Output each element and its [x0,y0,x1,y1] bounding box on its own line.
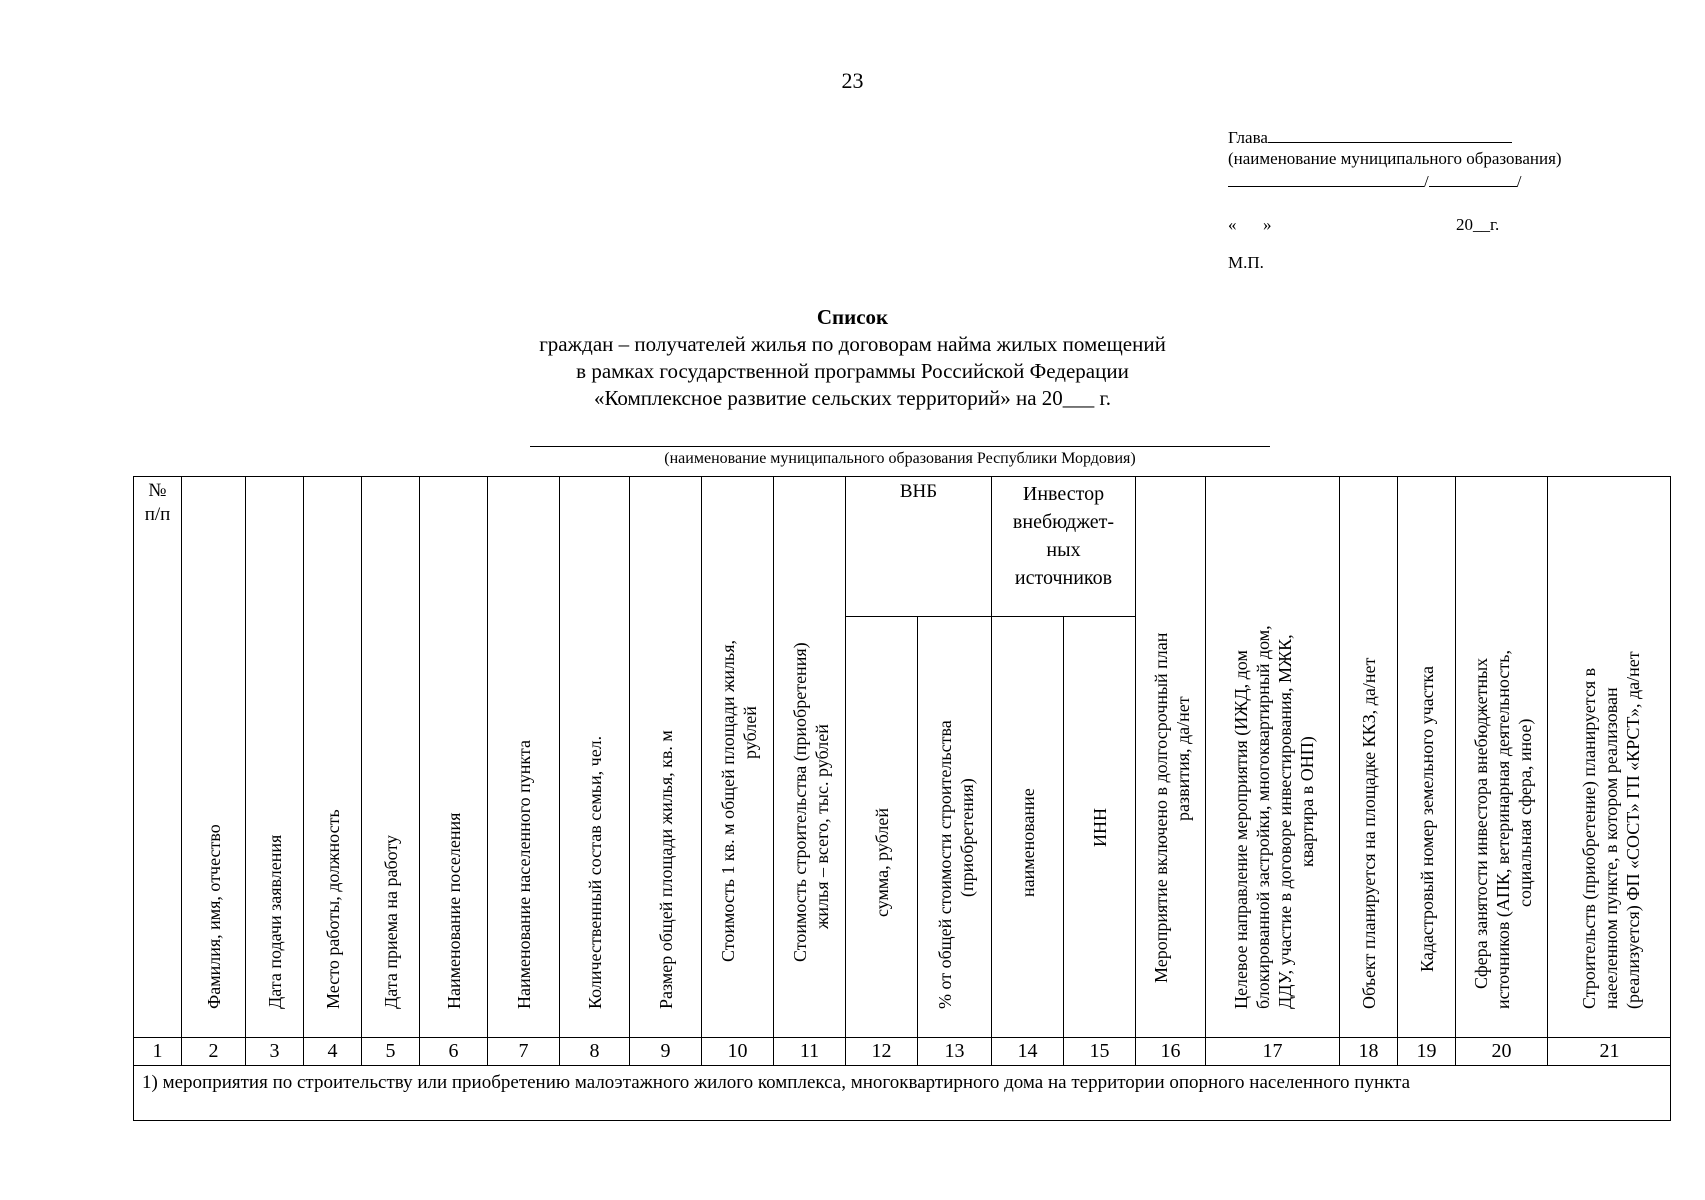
column-number-cell [1339,1037,1397,1065]
document-title-block [0,304,1705,412]
column-number-cell [1397,1037,1455,1065]
head-line [1228,126,1648,148]
column-number: 8 [589,1040,600,1062]
column-number-cell [245,1037,303,1065]
column-number-cell [991,1037,1063,1065]
header-col-20-label-c: социальная сфера, иное) [1514,718,1535,907]
column-number: 1 [152,1040,163,1062]
header-col-12-label: сумма, рублей [871,807,892,917]
column-number: 9 [660,1040,671,1062]
column-number: 15 [1089,1040,1110,1062]
document-title: Список [816,305,889,329]
header-col-8 [559,476,629,1037]
column-number: 4 [327,1040,338,1062]
header-col-7 [487,476,559,1037]
header-col-9-label: Размер общей площади жилья, кв. м [655,730,676,1009]
header-col-11 [773,476,845,1037]
column-number-cell [1455,1037,1547,1065]
signature-slash-2: / [1516,172,1522,191]
header-col-7-label: Наименование населенного пункта [513,740,534,1009]
header-vnb-label: ВНБ [899,481,938,502]
header-vnb-group [845,476,991,616]
header-col-5-label: Дата приема на работу [380,834,401,1009]
header-col-11-label-b: жилья – всего, тыс. рублей [811,724,832,929]
header-col-20-label-b: источников (АПК, ветеринарная деятельность, [1492,650,1513,1009]
citizens-table [133,476,1671,1121]
column-number: 19 [1416,1040,1437,1062]
header-col-20-label-a: Сфера занятости инвестора внебюджетных [1470,657,1491,989]
header-col-11-label-a: Стоимость строительства (приобретения) [789,642,810,962]
header-col-21-label-b: наееленном пункте, в котором реализован [1600,687,1621,1009]
column-number: 13 [944,1040,965,1062]
header-col-4 [303,476,361,1037]
header-col-13-label-a: % от общей стоимости строительства [934,720,955,1009]
column-number-cell [181,1037,245,1065]
column-number-cell [701,1037,773,1065]
column-number-cell [361,1037,419,1065]
header-col-15-label: ИНН [1089,808,1110,847]
header-col-19 [1397,476,1455,1037]
header-col-17-label-b: блокированной застройки, многоквартирный дом, [1252,625,1273,1009]
header-col-9 [629,476,701,1037]
header-col-17-label-d: квартира в ОНП) [1296,736,1317,867]
column-number: 2 [208,1040,219,1062]
header-col-17-label-c: ДДУ, участие в договоре инвестирования, МЖК, [1274,634,1295,1009]
head-label: Глава [1228,128,1268,147]
column-number: 7 [518,1040,529,1062]
title-line-3: «Комплексное развитие сельских территорий» на 20___ г. [593,386,1112,410]
signature-line [1228,170,1648,192]
signature-slash-1: / [1424,172,1429,191]
header-col-10-label-a: Стоимость 1 кв. м общей площади жилья, [717,639,738,962]
header-col-17 [1205,476,1339,1037]
column-number-cell [419,1037,487,1065]
header-col-19-label: Кадастровый номер земельного участка [1416,666,1437,972]
quote-close: » [1263,215,1272,234]
column-number-cell [917,1037,991,1065]
column-number-cell [559,1037,629,1065]
header-col-21 [1547,476,1671,1037]
header-col-1-label: № п/п [144,480,171,525]
column-number: 21 [1599,1040,1620,1062]
head-name-blank [1268,126,1512,143]
header-col-1 [133,476,181,1037]
header-col-14 [991,616,1063,1037]
header-col-3-label: Дата подачи заявления [264,834,285,1009]
approval-block [1228,126,1648,274]
page-number: 23 [841,68,864,93]
column-number-cell [1063,1037,1135,1065]
column-number: 17 [1262,1040,1283,1062]
column-number: 3 [269,1040,280,1062]
column-number-cell [487,1037,559,1065]
header-col-3 [245,476,303,1037]
section-row-text: 1) мероприятия по строительству или приобретению малоэтажного жилого комплекса, многоквартирного дома на территории опорного населенного пункта [142,1072,1411,1093]
column-number: 16 [1160,1040,1181,1062]
header-col-20 [1455,476,1547,1037]
header-col-15 [1063,616,1135,1037]
column-number: 5 [385,1040,396,1062]
header-col-10 [701,476,773,1037]
header-col-8-label: Количественный состав семьи, чел. [584,735,605,1009]
column-number-cell [773,1037,845,1065]
column-number-cell [629,1037,701,1065]
header-col-2-label: Фамилия, имя, отчество [203,824,224,1009]
column-number: 18 [1358,1040,1379,1062]
column-number: 14 [1017,1040,1038,1062]
column-number: 6 [448,1040,459,1062]
column-number-cell [1547,1037,1671,1065]
signature-blank [1228,170,1424,187]
year-field: 20__г. [1456,215,1500,234]
header-col-17-label-a: Целевое направление мероприятия (ИЖД, дом [1230,650,1251,1009]
column-number: 20 [1491,1040,1512,1062]
header-col-12 [845,616,917,1037]
header-col-16 [1135,476,1205,1037]
header-col-21-label-c: (реализуется) ФП «СОСТ» ГП «КРСТ», да/нет [1622,651,1643,1009]
column-number: 12 [871,1040,892,1062]
name-blank [1429,170,1517,187]
date-line [1228,214,1648,236]
municipality-caption: (наименование муниципального образования Республики Мордовия) [664,450,1136,467]
header-col-18 [1339,476,1397,1037]
column-number: 11 [799,1040,820,1062]
header-col-18-label: Объект планируется на площадке ККЗ, да/нет [1358,657,1379,1009]
municipality-hint: (наименование муниципального образования) [1228,149,1562,168]
column-number-cell [845,1037,917,1065]
header-col-16-label-a: Мероприятие включено в долгосрочный план [1150,632,1171,983]
header-col-13 [917,616,991,1037]
header-col-5 [361,476,419,1037]
header-investor-label: Инвестор внебюджет-ных источников [1012,483,1115,589]
title-line-2: в рамках государственной программы Российской Федерации [576,359,1129,383]
section-row [133,1065,1671,1121]
column-number: 10 [727,1040,748,1062]
column-number-cell [1135,1037,1205,1065]
header-col-14-label: наименование [1017,788,1038,897]
municipality-blank-line [530,446,1270,447]
column-number-cell [1205,1037,1339,1065]
header-col-6 [419,476,487,1037]
header-investor-group [991,476,1135,616]
header-col-16-label-b: развития, да/нет [1172,696,1193,821]
column-number-cell [133,1037,181,1065]
header-col-6-label: Наименование поселения [443,812,464,1009]
header-col-10-label-b: рублей [739,706,760,759]
header-col-21-label-a: Строительств (приобретение) планируется в [1578,667,1599,1009]
header-col-13-label-b: (приобретения) [956,778,977,897]
quote-open: « [1228,215,1237,234]
column-number-cell [303,1037,361,1065]
title-line-1: граждан – получателей жилья по договорам найма жилых помещений [539,332,1166,356]
header-col-4-label: Место работы, должность [322,809,343,1009]
stamp-mark: М.П. [1228,253,1264,272]
header-col-2 [181,476,245,1037]
